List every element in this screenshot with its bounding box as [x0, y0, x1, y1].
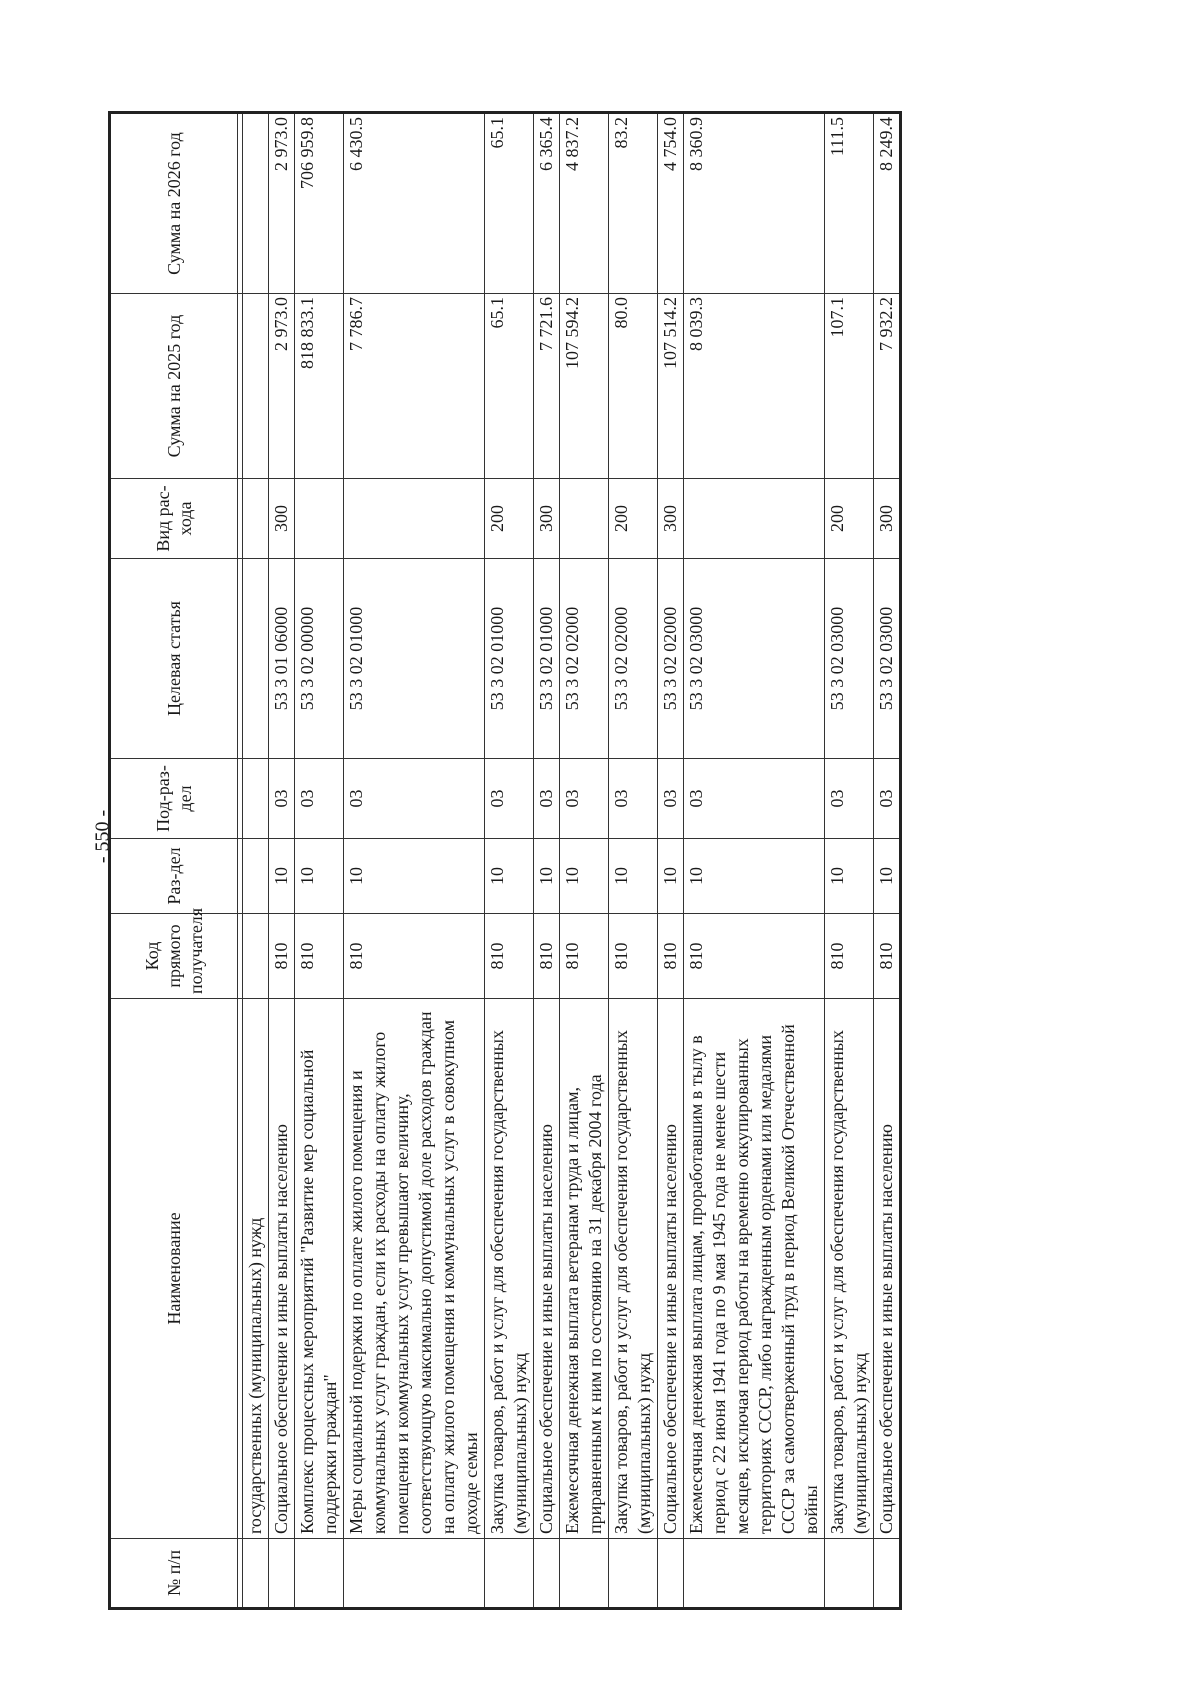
- row-subsection-cell: 03: [874, 759, 901, 839]
- row-sum-2026-cell: 4 754.0: [658, 113, 684, 294]
- row-section-cell: 10: [825, 839, 874, 914]
- table-row: [684, 113, 825, 1609]
- row-section-cell: 10: [658, 839, 684, 914]
- row-target-article-cell: 53 3 02 01000: [344, 559, 485, 759]
- row-target-article-cell: 53 3 02 03000: [684, 559, 825, 759]
- row-section-cell: [243, 839, 269, 914]
- row-expense-type-cell: [344, 479, 485, 559]
- row-name-cell: Закупка товаров, работ и услуг для обеспечения государственных (муниципальных) нужд: [485, 999, 534, 1539]
- row-subsection-cell: 03: [344, 759, 485, 839]
- row-name-cell: Меры социальной подержки по оплате жилого помещения и коммунальных услуг граждан, если их расходы на оплату жилого помещения и коммунальных услуг превышают величину, соответствующую максимально допустимой доле расходов граждан на оплату жилого помещения и коммунальных услуг в совокупном доходе семьи: [344, 999, 485, 1539]
- table-row: [344, 113, 485, 1609]
- header-section: Раз-дел: [110, 839, 238, 914]
- table-row: [658, 113, 684, 1609]
- header-recipient-code: Код прямого получателя: [110, 914, 238, 999]
- row-name-cell: Закупка товаров, работ и услуг для обеспечения государственных (муниципальных) нужд: [609, 999, 658, 1539]
- table-row: [609, 113, 658, 1609]
- row-num-cell: [485, 1539, 534, 1609]
- row-sum-2026-cell: 111.5: [825, 113, 874, 294]
- header-target-article: Целевая статья: [110, 559, 238, 759]
- header-name: Наименование: [110, 999, 238, 1539]
- header-num: № п/п: [110, 1539, 238, 1609]
- row-recipient-code-cell: 810: [295, 914, 344, 999]
- row-sum-2026-cell: 8 249.4: [874, 113, 901, 294]
- table-row: [874, 113, 901, 1609]
- row-subsection-cell: 03: [609, 759, 658, 839]
- row-num-cell: [560, 1539, 609, 1609]
- row-expense-type-cell: 200: [485, 479, 534, 559]
- row-expense-type-cell: 300: [269, 479, 295, 559]
- row-recipient-code-cell: 810: [684, 914, 825, 999]
- row-section-cell: 10: [269, 839, 295, 914]
- row-expense-type-cell: [684, 479, 825, 559]
- row-target-article-cell: 53 3 02 00000: [295, 559, 344, 759]
- row-target-article-cell: 53 3 02 02000: [658, 559, 684, 759]
- row-expense-type-cell: 300: [874, 479, 901, 559]
- row-sum-2025-cell: 107 594.2: [560, 294, 609, 479]
- table-row: [560, 113, 609, 1609]
- row-expense-type-cell: [243, 479, 269, 559]
- header-expense-type: Вид рас-хода: [110, 479, 238, 559]
- table-row: [269, 113, 295, 1609]
- row-section-cell: 10: [534, 839, 560, 914]
- row-expense-type-cell: [295, 479, 344, 559]
- rotated-page: [108, 114, 1024, 1610]
- row-num-cell: [243, 1539, 269, 1609]
- row-num-cell: [534, 1539, 560, 1609]
- row-section-cell: 10: [684, 839, 825, 914]
- row-sum-2025-cell: 107.1: [825, 294, 874, 479]
- table-row: [485, 113, 534, 1609]
- table-row: [825, 113, 874, 1609]
- row-name-cell: Социальное обеспечение и иные выплаты населению: [874, 999, 901, 1539]
- row-sum-2025-cell: 7 721.6: [534, 294, 560, 479]
- row-sum-2025-cell: 65.1: [485, 294, 534, 479]
- row-num-cell: [658, 1539, 684, 1609]
- row-target-article-cell: [243, 559, 269, 759]
- row-sum-2026-cell: 8 360.9: [684, 113, 825, 294]
- row-sum-2026-cell: 6 365.4: [534, 113, 560, 294]
- row-recipient-code-cell: 810: [269, 914, 295, 999]
- row-expense-type-cell: 200: [609, 479, 658, 559]
- row-section-cell: 10: [295, 839, 344, 914]
- row-name-cell: Социальное обеспечение и иные выплаты населению: [269, 999, 295, 1539]
- row-expense-type-cell: [560, 479, 609, 559]
- row-sum-2026-cell: 83.2: [609, 113, 658, 294]
- page-number: - 550 -: [91, 809, 114, 864]
- row-num-cell: [874, 1539, 901, 1609]
- table-row: [295, 113, 344, 1609]
- row-sum-2025-cell: 8 039.3: [684, 294, 825, 479]
- row-expense-type-cell: 300: [534, 479, 560, 559]
- row-num-cell: [825, 1539, 874, 1609]
- row-num-cell: [609, 1539, 658, 1609]
- row-recipient-code-cell: 810: [609, 914, 658, 999]
- row-section-cell: 10: [609, 839, 658, 914]
- row-target-article-cell: 53 3 02 01000: [534, 559, 560, 759]
- row-subsection-cell: 03: [658, 759, 684, 839]
- row-subsection-cell: 03: [825, 759, 874, 839]
- row-sum-2025-cell: 7 786.7: [344, 294, 485, 479]
- row-sum-2025-cell: 818 833.1: [295, 294, 344, 479]
- row-target-article-cell: 53 3 02 03000: [825, 559, 874, 759]
- row-sum-2025-cell: 2 973.0: [269, 294, 295, 479]
- row-sum-2026-cell: 6 430.5: [344, 113, 485, 294]
- row-recipient-code-cell: 810: [485, 914, 534, 999]
- row-sum-2025-cell: 80.0: [609, 294, 658, 479]
- row-name-cell: государственных (муниципальных) нужд: [243, 999, 269, 1539]
- row-section-cell: 10: [344, 839, 485, 914]
- row-subsection-cell: 03: [295, 759, 344, 839]
- row-recipient-code-cell: 810: [825, 914, 874, 999]
- row-name-cell: Социальное обеспечение и иные выплаты населению: [658, 999, 684, 1539]
- row-name-cell: Комплекс процессных мероприятий "Развитие мер социальной поддержки граждан": [295, 999, 344, 1539]
- row-recipient-code-cell: 810: [560, 914, 609, 999]
- row-sum-2026-cell: [243, 113, 269, 294]
- row-name-cell: Ежемесячная денежная выплата ветеранам труда и лицам, приравненным к ним по состоянию на 31 декабря 2004 года: [560, 999, 609, 1539]
- row-name-cell: Закупка товаров, работ и услуг для обеспечения государственных (муниципальных) нужд: [825, 999, 874, 1539]
- row-sum-2026-cell: 4 837.2: [560, 113, 609, 294]
- row-num-cell: [295, 1539, 344, 1609]
- row-subsection-cell: 03: [534, 759, 560, 839]
- row-num-cell: [269, 1539, 295, 1609]
- row-target-article-cell: 53 3 02 02000: [560, 559, 609, 759]
- row-expense-type-cell: 300: [658, 479, 684, 559]
- row-name-cell: Социальное обеспечение и иные выплаты населению: [534, 999, 560, 1539]
- row-section-cell: 10: [485, 839, 534, 914]
- table-row: [243, 113, 269, 1609]
- header-sum-2026: Сумма на 2026 год: [110, 113, 238, 294]
- row-target-article-cell: 53 3 01 06000: [269, 559, 295, 759]
- table-row: [534, 113, 560, 1609]
- row-sum-2025-cell: 107 514.2: [658, 294, 684, 479]
- table-body: [238, 113, 901, 1609]
- row-target-article-cell: 53 3 02 01000: [485, 559, 534, 759]
- row-sum-2026-cell: 706 959.8: [295, 113, 344, 294]
- row-sum-2025-cell: [243, 294, 269, 479]
- row-recipient-code-cell: 810: [658, 914, 684, 999]
- row-sum-2026-cell: 65.1: [485, 113, 534, 294]
- row-subsection-cell: 03: [269, 759, 295, 839]
- row-expense-type-cell: 200: [825, 479, 874, 559]
- row-sum-2026-cell: 2 973.0: [269, 113, 295, 294]
- row-recipient-code-cell: [243, 914, 269, 999]
- row-section-cell: 10: [560, 839, 609, 914]
- header-sum-2025: Сумма на 2025 год: [110, 294, 238, 479]
- row-recipient-code-cell: 810: [874, 914, 901, 999]
- row-recipient-code-cell: 810: [344, 914, 485, 999]
- row-num-cell: [684, 1539, 825, 1609]
- header-subsection: Под-раз-дел: [110, 759, 238, 839]
- row-name-cell: Ежемесячная денежная выплата лицам, проработавшим в тылу в период с 22 июня 1941 года по 9 мая 1945 года не менее шести месяцев, исключая период работы на временно оккупированных территориях СССР, либо награжденным орденами или медалями СССР за самоотверженный труд в период Великой Отечественной войны: [684, 999, 825, 1539]
- row-subsection-cell: 03: [684, 759, 825, 839]
- row-subsection-cell: [243, 759, 269, 839]
- row-recipient-code-cell: 810: [534, 914, 560, 999]
- table-header-row: [110, 113, 238, 1609]
- row-sum-2025-cell: 7 932.2: [874, 294, 901, 479]
- row-subsection-cell: 03: [560, 759, 609, 839]
- row-section-cell: 10: [874, 839, 901, 914]
- row-target-article-cell: 53 3 02 03000: [874, 559, 901, 759]
- budget-table: [108, 111, 902, 1610]
- row-target-article-cell: 53 3 02 02000: [609, 559, 658, 759]
- row-num-cell: [344, 1539, 485, 1609]
- row-subsection-cell: 03: [485, 759, 534, 839]
